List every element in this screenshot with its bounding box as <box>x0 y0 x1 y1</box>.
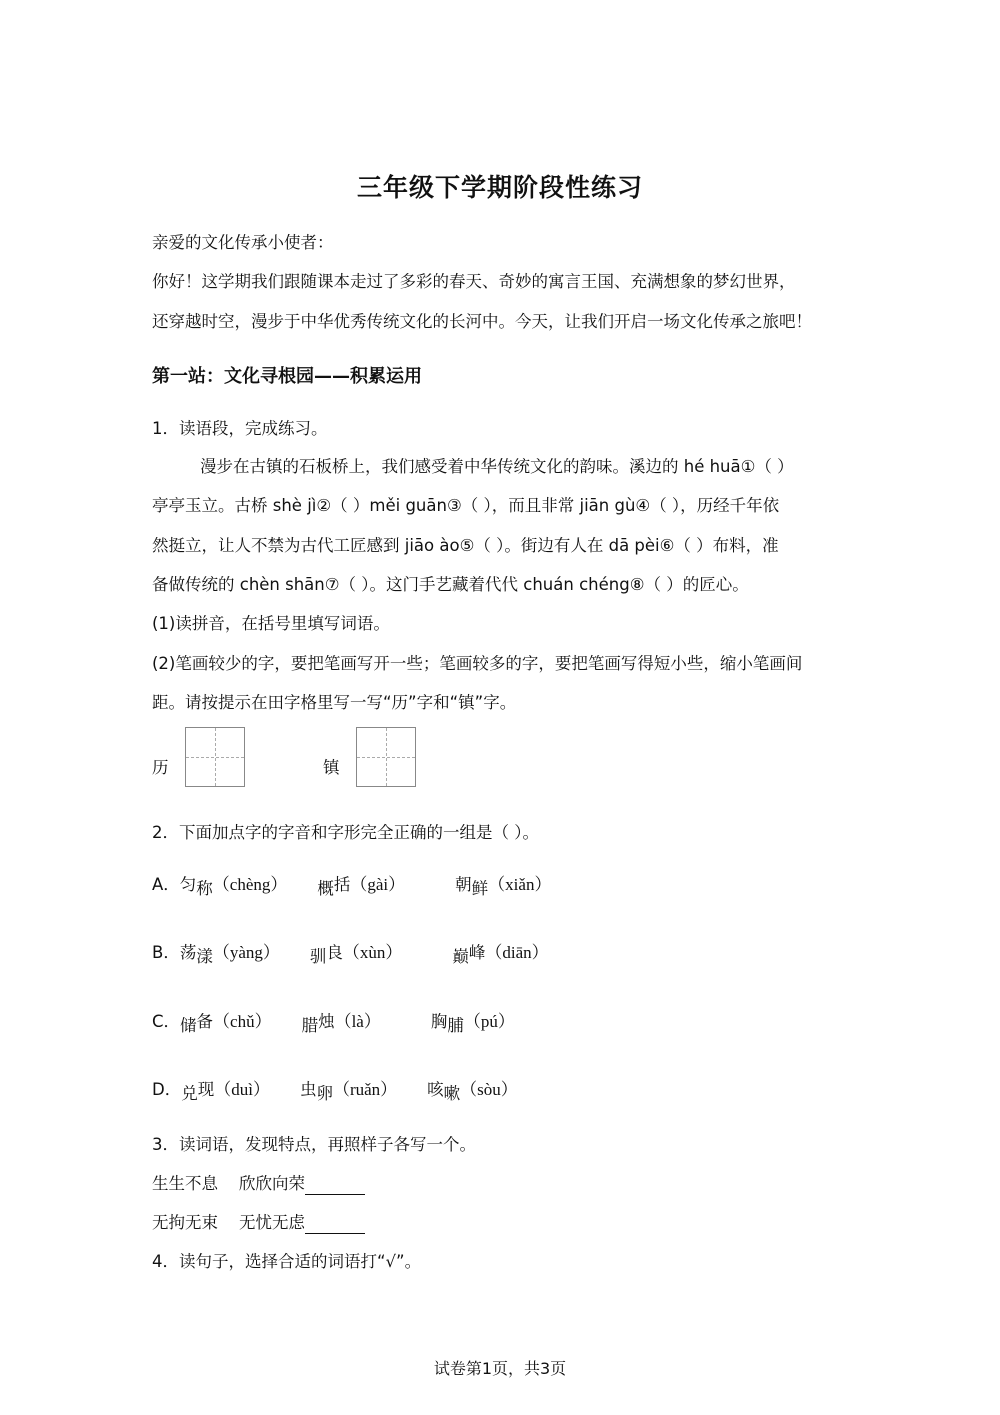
question-2-stem: 2．下面加点字的字音和字形完全正确的一组是（ ）。 <box>152 823 539 842</box>
passage-line-3: 然挺立，让人不禁为古代工匠感到 jiāo ào⑤（ ）。街边有人在 dā pèi⑥（ ）布料，准 <box>152 536 779 555</box>
page-footer: 试卷第1页，共3页 <box>433 1359 567 1378</box>
option-a[interactable]: A．匀称（chèng） 概括（gài） 朝鲜（xiǎn） <box>152 875 552 898</box>
section-heading-1: 第一站：文化寻根园——积累运用 <box>152 366 422 387</box>
option-letter: B． <box>152 943 180 962</box>
question-1-sub-2-line-2: 距。请按提示在田字格里写一写“历”字和“镇”字。 <box>152 693 517 712</box>
option-d[interactable]: D．兑现（duì） 虫卵（ruǎn） 咳嗽（sòu） <box>152 1080 518 1103</box>
question-1-sub-2-line-1: (2)笔画较少的字，要把笔画写开一些；笔画较多的字，要把笔画写得短小些，缩小笔画间 <box>152 654 803 673</box>
question-3-row-2: 无拘无束 无忧无虑 <box>152 1212 365 1234</box>
question-4-stem: 4．读句子，选择合适的词语打“√”。 <box>152 1252 422 1271</box>
question-1-sub-1: (1)读拼音，在括号里填写词语。 <box>152 614 390 633</box>
question-3-row-1: 生生不息 欣欣向荣 <box>152 1173 365 1195</box>
tianzige-box-li[interactable] <box>185 727 245 787</box>
greeting: 亲爱的文化传承小使者： <box>152 233 334 252</box>
answer-blank-2[interactable] <box>305 1217 365 1234</box>
question-1-stem: 1．读语段，完成练习。 <box>152 419 328 438</box>
tianzige-box-zhen[interactable] <box>356 727 416 787</box>
option-letter: C． <box>152 1012 181 1031</box>
option-b[interactable]: B．荡漾（yàng） 驯良（xùn） 巅峰（diān） <box>152 943 549 966</box>
option-c[interactable]: C．储备（chǔ） 腊烛（là） 胸脯（pú） <box>152 1012 515 1035</box>
option-letter: D． <box>152 1080 182 1099</box>
passage-line-4: 备做传统的 chèn shān⑦（ ）。这门手艺藏着代代 chuán chéng⑧（ ）的匠心。 <box>152 575 749 594</box>
answer-blank-1[interactable] <box>305 1178 365 1195</box>
question-3-stem: 3．读词语，发现特点，再照样子各写一个。 <box>152 1135 476 1154</box>
intro-line-2: 还穿越时空，漫步于中华优秀传统文化的长河中。今天，让我们开启一场文化传承之旅吧！ <box>152 312 812 331</box>
char-label-zhen: 镇 <box>323 758 340 777</box>
char-label-li: 历 <box>152 758 169 777</box>
option-letter: A． <box>152 875 180 894</box>
passage-line-2: 亭亭玉立。古桥 shè jì②（ ）měi guān③（ ），而且非常 jiān gù④（ ），历经千年依 <box>152 496 780 515</box>
page-title: 三年级下学期阶段性练习 <box>356 173 643 202</box>
passage-line-1: 漫步在古镇的石板桥上，我们感受着中华传统文化的韵味。溪边的 hé huā①（ ） <box>200 457 794 476</box>
intro-line-1: 你好！这学期我们跟随课本走过了多彩的春天、奇妙的寓言王国、充满想象的梦幻世界， <box>152 272 796 291</box>
